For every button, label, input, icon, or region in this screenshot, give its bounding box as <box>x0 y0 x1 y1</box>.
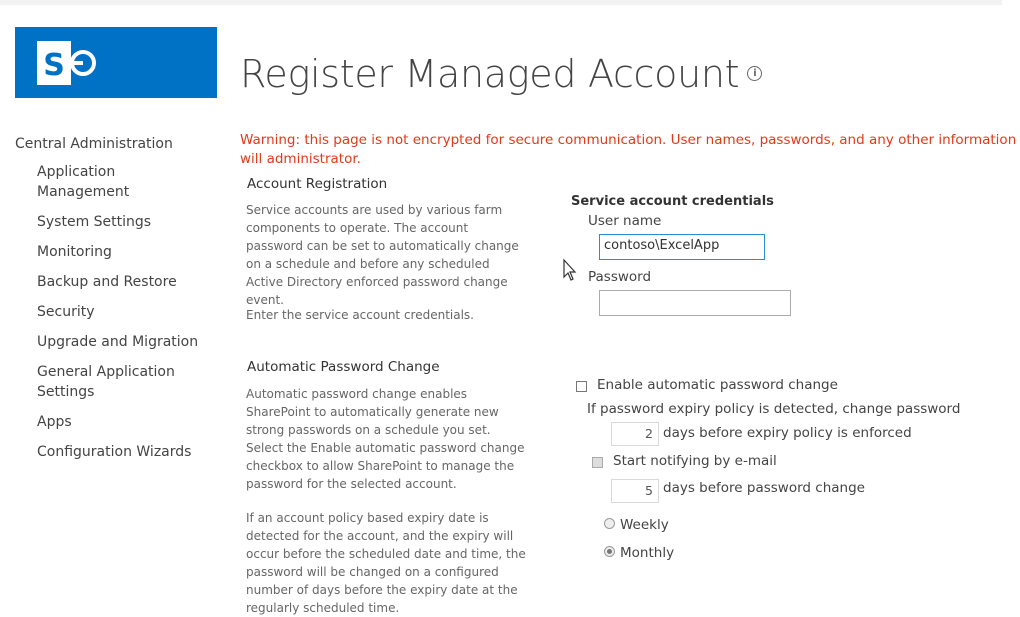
nav-item-general-application-settings[interactable]: General Application Settings <box>37 364 175 400</box>
enable-auto-change-label[interactable]: Enable automatic password change <box>597 377 838 393</box>
page-title: Register Managed Account i <box>240 52 762 96</box>
info-icon[interactable]: i <box>747 66 762 81</box>
account-registration-title: Account Registration <box>247 176 388 192</box>
sharepoint-logo[interactable] <box>15 27 217 98</box>
password-input[interactable] <box>599 290 791 316</box>
sharepoint-logo-icon <box>33 35 99 91</box>
monthly-radio-label[interactable]: Monthly <box>620 545 675 561</box>
left-navigation <box>15 136 215 472</box>
nav-item-apps[interactable]: Apps <box>37 414 72 430</box>
notify-days-input[interactable]: 5 <box>611 479 659 503</box>
weekly-radio-label[interactable]: Weekly <box>620 517 669 533</box>
nav-item-monitoring[interactable]: Monitoring <box>37 244 112 260</box>
nav-item-backup-and-restore[interactable]: Backup and Restore <box>37 274 177 290</box>
notify-days-label: days before password change <box>663 480 865 496</box>
username-label: User name <box>588 213 662 229</box>
security-warning: Warning: this page is not encrypted for secure communication. User names, passwords, and any other information will administrator. <box>240 132 1017 167</box>
password-label: Password <box>588 269 652 285</box>
nav-item-upgrade-and-migration[interactable]: Upgrade and Migration <box>37 334 199 350</box>
expiry-policy-description: If an account policy based expiry date is detected for the account, and the expiry will occur before the scheduled date and time, the password will be changed on a configured number of days before the expiry date at the regularly scheduled time. <box>246 511 526 615</box>
nav-root-central-administration[interactable]: Central Administration <box>15 136 173 152</box>
automatic-password-change-description: Automatic password change enables SharePoint to automatically generate new strong passwords on a schedule you set. Select the Enable automatic password change checkbox to allow SharePoint to manage the password for the selected account. <box>246 387 525 491</box>
notify-email-checkbox[interactable] <box>592 457 603 468</box>
username-input[interactable]: contoso\ExcelApp <box>599 234 765 260</box>
mouse-cursor-icon <box>563 259 579 283</box>
notify-email-label[interactable]: Start notifying by e-mail <box>613 453 777 469</box>
nav-item-configuration-wizards[interactable]: Configuration Wizards <box>37 444 192 460</box>
nav-item-application-management[interactable]: Application Management <box>37 164 130 200</box>
expiry-policy-label: If password expiry policy is detected, change password <box>587 401 961 417</box>
svg-text:S: S <box>43 48 65 83</box>
expiry-days-label: days before expiry policy is enforced <box>663 425 912 441</box>
service-account-credentials-heading: Service account credentials <box>571 194 774 209</box>
nav-item-system-settings[interactable]: System Settings <box>37 214 152 230</box>
account-registration-description: Service accounts are used by various farm components to operate. The account password can be set to automatically change on a schedule and before any scheduled Active Directory enforced password change event. <box>246 203 519 307</box>
weekly-radio[interactable] <box>604 518 615 529</box>
credentials-instruction: Enter the service account credentials. <box>246 308 474 322</box>
expiry-days-input[interactable]: 2 <box>611 422 659 446</box>
monthly-radio[interactable] <box>604 546 615 557</box>
enable-auto-change-checkbox[interactable] <box>576 381 587 392</box>
nav-item-security[interactable]: Security <box>37 304 95 320</box>
top-bar <box>0 0 1002 5</box>
automatic-password-change-title: Automatic Password Change <box>247 359 440 375</box>
